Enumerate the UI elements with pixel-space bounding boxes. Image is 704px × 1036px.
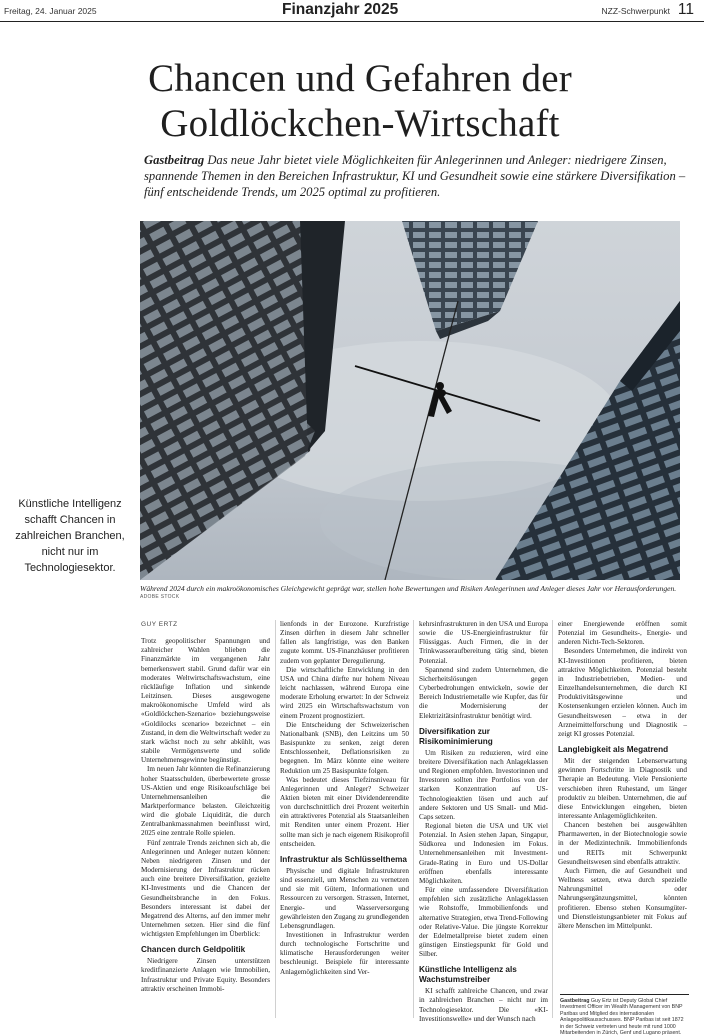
subheading: Künstliche Intelligenz als Wachstumstreiber: [419, 965, 517, 985]
body-paragraph: kehrsinfrastrukturen in den USA und Europa sowie die US-Energieinfrastruktur für Flüssiggas. Auch Firmen, die in der Trinkwasseraufbereitung tätig sind, bieten Potenzial.: [419, 620, 548, 665]
photo-caption: Während 2024 durch ein makroökonomisches Gleichgewicht geprägt war, stellen hohe Bewertungen und Risiken Anlegerinnen und Anleger dieses Jahr vor Herausforderungen.: [140, 584, 677, 593]
article-column-4: [558, 620, 687, 931]
body-paragraph: Chancen bestehen bei ausgewählten Pharmawerten, in der Biotechnologie sowie in der Medizintechnik. Immobilienfonds und REITs mit Schwerpunkt Gesundheitswesen sind ebenfalls attraktiv.: [558, 821, 687, 866]
column-rule: [552, 620, 553, 1018]
body-paragraph: Mit der steigenden Lebenserwartung gewinnen Fortschritte in Diagnostik und Therapie an Bedeutung. Viele Pensionierte verschieben ihren Ruhestand, um länger produktiv zu bleiben. Unternehmen, die auf diese Entwicklungen eingehen, bieten interessante Anlagemöglichkeiten.: [558, 757, 687, 820]
supplement-name: NZZ-Schwerpunkt: [601, 6, 670, 16]
body-paragraph: Regional bieten die USA und UK viel Potenzial. In Asien stehen Japan, Singapur, Südkorea und Indonesien im Fokus. Unternehmensanleihen mit Investment-Grade-Rating in Euro und US-Dollar eröffnen ebenfalls interessante Möglichkeiten.: [419, 821, 548, 885]
author-byline: GUY ERTZ: [141, 621, 178, 628]
body-paragraph: einer Energiewende eröffnen somit Potenzial im Gesundheits-, Energie- und anderen Nicht-Tech-Sektoren.: [558, 620, 687, 647]
body-paragraph: Die Entscheidung der Schweizerischen Nationalbank (SNB), den Leitzins um 50 Basispunkte zu senken, zeigt deren Entschlossenheit, Deflationsrisiken zu begegnen. Im März könnte eine weitere Reduktion um 25 Basispunkte folgen.: [280, 720, 409, 775]
column-rule: [275, 620, 276, 1018]
body-paragraph: Niedrigere Zinsen unterstützen kreditfinanzierte Anlagen wie Immobilien, Infrastruktur und Private Equity. Besonders attraktiv erscheinen Immobi-: [141, 957, 270, 993]
body-paragraph: Trotz geopolitischer Spannungen und zahlreicher Wahlen blieben die Finanzmärkte im vergangenen Jahr bemerkenswert stabil. Grund dafür war ein moderates Weltwirtschaftswachstum, eine rückläufige Inflation und sinkende Leitzinsen. Dieses ausgewogene makroökonomische Umfeld wird als «Goldlöckchen-Szenario» beziehungsweise «Goldilocks scenario» bezeichnet – ein Zustand, in dem die Weltwirtschaft weder zu stark wächst noch zu sehr abkühlt, was stabile Vermögenswerte und solide Unternehmensgewinne begünstigt.: [141, 637, 270, 765]
issue-date: Freitag, 24. Januar 2025: [4, 6, 97, 16]
page-number: 11: [677, 1, 694, 18]
body-paragraph: lienfonds in der Eurozone. Kurzfristige Zinsen dürften in diesem Jahr schneller fallen als langfristige, was den Banken zugute kommt. US-Finanzhäuser profitieren zudem von geplanter Deregulierung.: [280, 620, 409, 665]
bio-label: Gastbeitrag: [560, 998, 590, 1004]
tightrope-walker-photo: [140, 221, 680, 580]
body-paragraph: Physische und digitale Infrastrukturen sind essenziell, um Menschen zu vernetzen und sie mit Gütern, Informationen und Ressourcen zu versorgen. Strassen, Internet, Energie- und Wasserversorgung gewährleisten den Zugang zu grundlegenden Lebensgrundlagen.: [280, 866, 409, 930]
body-paragraph: Besonders Unternehmen, die indirekt von KI-Investitionen profitieren, bieten attraktive Möglichkeiten. Potenzial besteht in Industriebetrieben, Medien- und Einzelhandelsunternehmen, die durch KI Produktivitätsgewinne und Kostensenkungen erzielen können. Auch im Gesundheitswesen – etwa in der Arzneimittelforschung und Diagnostik – zeigt KI grosses Potenzial.: [558, 647, 687, 738]
subheading: Diversifikation zur Risikominimierung: [419, 726, 493, 746]
body-paragraph: Auch Firmen, die auf Gesundheit und Wellness setzen, etwa durch spezielle Nahrungsmittel oder Nahrungsergänzungsmittel, könnten profitieren. Ebenso stehen Konsumgüter- und Dienstleistungsanbieter mit Fokus auf ältere Menschen im Mittelpunkt.: [558, 866, 687, 930]
body-paragraph: Investitionen in Infrastruktur werden durch technologische Fortschritte und klimatische Herausforderungen weiter beschleunigt. Beispiele für interessante Anlagemöglichkeiten sind Ver-: [280, 931, 409, 976]
article-headline: Chancen und Gefahren der Goldlöckchen-Wirtschaft: [148, 57, 572, 145]
body-paragraph: Fünf zentrale Trends zeichnen sich ab, die Anlegerinnen und Anleger nutzen können: Neben niedrigeren Zinsen und der Modernisierung der Infrastruktur rücken auch eine breitere Diversifikation, gezielte KI-Investments und die Chancen der Gesundheitsbranche in den Fokus. Besonders interessant ist dabei der Megatrend des Alterns, auf den immer mehr Unternehmen setzen. Hier sind die fünf wichtigsten Empfehlungen im Überblick:: [141, 838, 270, 939]
lead-text: Das neue Jahr bietet viele Möglichkeiten für Anlegerinnen und Anleger: niedrigere Zinsen, spannende Themen in den Bereichen Infrastruktur, KI und Gesundheit sowie eine stärkere Diversifikation – fünf entscheidende Trends, um 2025 optimal zu profitieren.: [144, 153, 686, 199]
photo-credit: ADOBE STOCK: [140, 594, 180, 600]
lead-kicker: Gastbeitrag: [144, 153, 205, 167]
article-photo: [140, 221, 680, 580]
subheading: Langlebigkeit als Megatrend: [558, 745, 669, 755]
author-bio: [560, 998, 689, 1036]
body-paragraph: Im neuen Jahr könnten die Refinanzierung hoher Staatsschulden, überbewertete grosse US-Aktien und enge Risikoaufschläge bei Unternehmensanleihen die Marktperformance belasten. Gleichzeitig wird die globale Liquidität, die durch Zentralbankmassnahmen beeinflusst wird, 2025 eine zentrale Rolle spielen.: [141, 765, 270, 838]
header-rule: [0, 21, 704, 22]
body-paragraph: KI schafft zahlreiche Chancen, und zwar in zahlreichen Branchen – nicht nur im Technologiesektor. Die «KI-Investitionswelle» und der Wunsch nach: [419, 987, 548, 1023]
section-title: Finanzjahr 2025: [282, 1, 399, 18]
body-paragraph: Um Risiken zu reduzieren, wird eine breitere Diversifikation nach Anlageklassen und Regionen empfohlen. Investorinnen und Investoren sollten ihre Portfolios von der starken Konzentration auf US-Technologieaktien lösen und auch auf andere Sektoren und US Small- und Mid-Caps setzen.: [419, 748, 548, 821]
article-lead: [144, 152, 688, 200]
article-column-2: [280, 620, 409, 977]
column-rule: [413, 620, 414, 1018]
bio-text: Guy Ertz ist Deputy Global Chief Investment Officer im Wealth Management von BNP Paribas und Mitglied des internationalen Anlagepolitikausschusses. BNP Paribas ist seit 1872 in der Schweiz vertreten und heute mit rund 1000 Mitarbeitenden in Zürich, Genf und Lugano präsent.: [560, 998, 684, 1036]
body-paragraph: Was bedeutet dieses Tiefzinsniveau für Anlegerinnen und Anleger? Schweizer Aktien bieten mit einer Dividendenrendite von durchschnittlich drei Prozent weiterhin ein attraktiveres Potenzial als Staatsanleihen mit Renditen unter einem Prozent. Hier sollte man sich je nach eigenem Risikoprofil entscheiden.: [280, 775, 409, 848]
article-column-1: [141, 620, 270, 994]
pull-quote: Künstliche Intelligenz schafft Chancen in zahlreichen Branchen, nicht nur im Technologiesektor.: [15, 498, 125, 574]
body-paragraph: Für eine umfassendere Diversifikation empfehlen sich zusätzliche Anlageklassen wie Rohstoffe, Immobilienfonds und alternative Strategien, etwa Trend-Following oder Relative-Value. Die jüngste Korrektur der Edelmetallpreise bietet zudem einen günstigen Einstiegspunkt für Gold und Silber.: [419, 886, 548, 959]
subheading: Chancen durch Geldpolitik: [141, 945, 246, 955]
subheading: Infrastruktur als Schlüsselthema: [280, 854, 407, 864]
article-column-3: [419, 620, 548, 1024]
body-paragraph: Spannend sind zudem Unternehmen, die Sicherheitslösungen gegen Cyberbedrohungen entwickeln, sowie der Bereich Industriemetalle wie Kupfer, das für die Modernisierung der Elektrizitätsinfrastruktur benötigt wird.: [419, 665, 548, 720]
bio-rule: [560, 994, 689, 995]
body-paragraph: Die wirtschaftliche Entwicklung in den USA und China dürfte nur hohem Niveau leicht nachlassen, während Europa eine moderate Erholung erwartet: In der Schweiz wird 2025 ein Wirtschaftswachstum von einem Prozent prognostiziert.: [280, 665, 409, 720]
